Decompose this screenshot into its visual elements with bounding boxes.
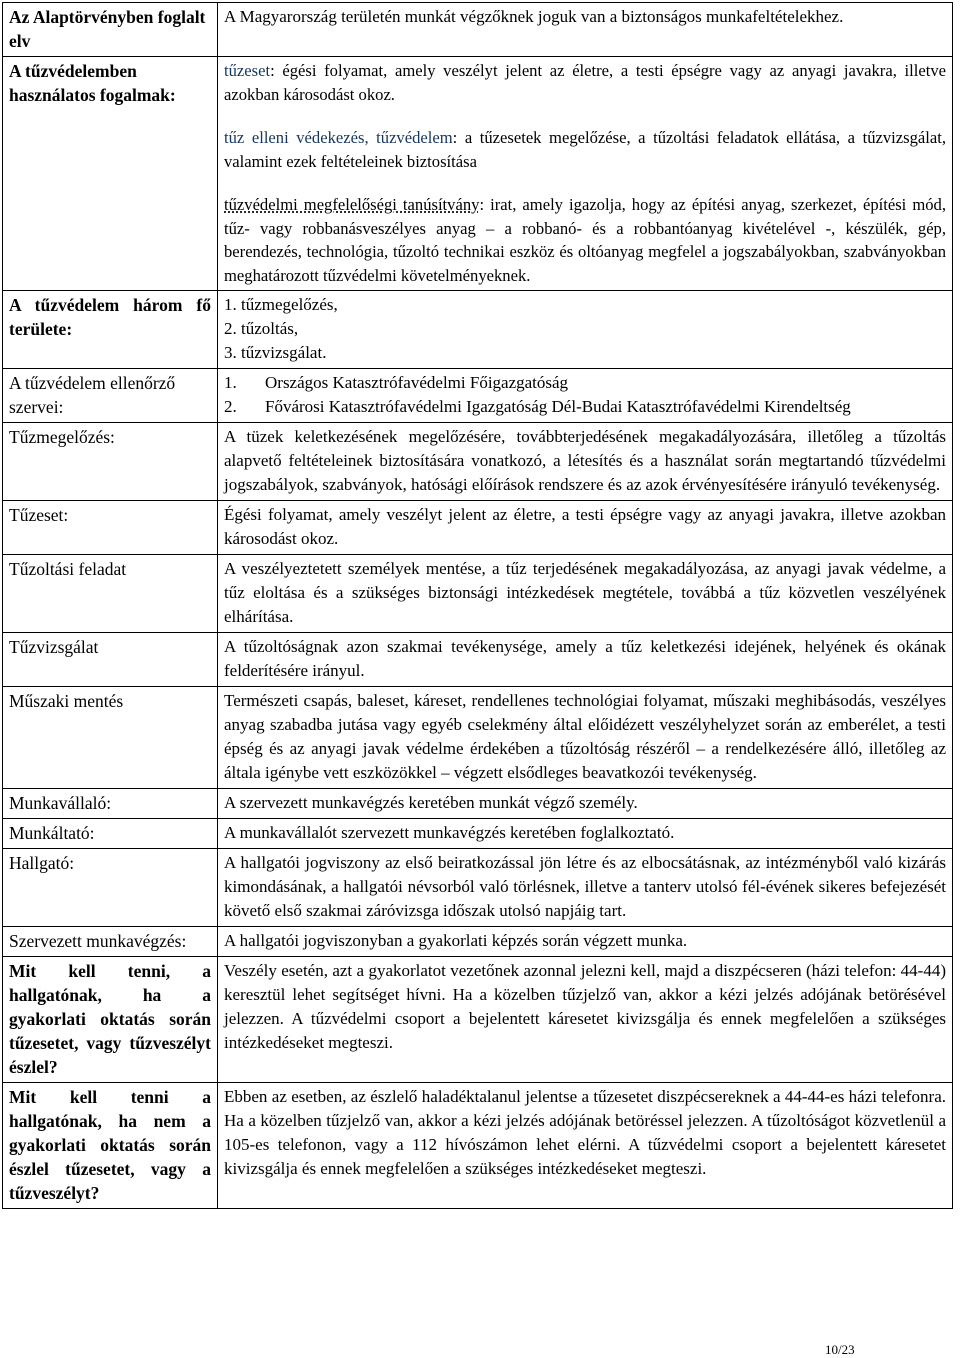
table-row: [3, 789, 953, 819]
text-tuzmegelozes: A tüzek keletkezésének megelőzésére, továbbterjedésének megakadályozására, illetőleg a tűzoltás alapvető feltételeinek biztosítására vonatkozó, a létesítés és a használat során megtartandó tűzvédelmi jogszabályok, szabványok, hatósági előírások rendszere és az azok érvényesítésére irányuló tevékenység.: [218, 423, 953, 501]
label-munkavallalo: Munkavállaló:: [3, 789, 218, 819]
text-tuzeset: Égési folyamat, amely veszélyt jelent az életre, a testi épségre vagy az anyagi javakra, illetve azokban károsodást okoz.: [218, 501, 953, 555]
content-table: [2, 2, 953, 1209]
table-row: [3, 819, 953, 849]
label-muszaki-mentes: Műszaki mentés: [3, 687, 218, 789]
definition-tanusitvany: [224, 193, 946, 287]
page-number: 10/23: [825, 1342, 855, 1357]
list-item: 2. Fővárosi Katasztrófavédelmi Igazgatóság Dél-Budai Katasztrófavédelmi Kirendeltség: [224, 397, 851, 416]
label-tuzeset: Tűzeset:: [3, 501, 218, 555]
term-tanusitvany: tűzvédelmi megfelelőségi tanúsítvány: [224, 195, 480, 214]
table-row: [3, 633, 953, 687]
term-tuzvedelem: tűz elleni védekezés, tűzvédelem: [224, 128, 453, 147]
list-szervek: [218, 369, 953, 423]
def-tuzeset: : égési folyamat, amely veszélyt jelent az életre, a testi épségre vagy az anyagi javakra, illetve azokban károsodást okoz.: [224, 61, 946, 104]
text-munkavallalo: A szervezett munkavégzés keretében munkát végző személy.: [218, 789, 953, 819]
text-szervezett: A hallgatói jogviszonyban a gyakorlati képzés során végzett munka.: [218, 927, 953, 957]
label-munkaltato: Munkáltató:: [3, 819, 218, 849]
table-row: [3, 957, 953, 1083]
table-row: [3, 291, 953, 369]
label-tuzoltasi-feladat: Tűzoltási feladat: [3, 555, 218, 633]
label-kerdes1: Mit kell tenni, a hallgatónak, ha a gyakorlati oktatás során tűzesetet, vagy tűzveszélyt észlel?: [3, 957, 218, 1083]
text-kerdes1: Veszély esetén, azt a gyakorlatot vezetőnek azonnal jelezni kell, majd a diszpécseren (házi telefon: 44-44) keresztül lehet segítséget hívni. Ha a közelben tűzjelző van, akkor a kézi jelzés adójának betörésével jelezzen. A tűzvédelmi csoport a bejelentett káresetet kivizsgálja és ennek megfelelően a szükséges intézkedéseket megteszi.: [218, 957, 953, 1083]
text-munkaltato: A munkavállalót szervezett munkavégzés keretében foglalkoztató.: [218, 819, 953, 849]
list-item: 1. Országos Katasztrófavédelmi Főigazgatóság: [224, 373, 569, 392]
list-item: 1. tűzmegelőzés,: [224, 295, 338, 314]
list-item: 2. tűzoltás,: [224, 319, 299, 338]
label-szervek: A tűzvédelem ellenőrző szervei:: [3, 369, 218, 423]
table-row: [3, 849, 953, 927]
table-row: [3, 555, 953, 633]
list-item: 3. tűzvizsgálat.: [224, 343, 327, 362]
table-row: [3, 927, 953, 957]
table-row: [3, 57, 953, 291]
term-tuzeset: tűzeset: [224, 61, 271, 80]
text-alaptorveny: A Magyarország területén munkát végzőknek joguk van a biztonságos munkafeltételekhez.: [218, 3, 953, 57]
text-hallgato: A hallgatói jogviszony az első beiratkozással jön létre és az elbocsátásnak, az intézményből való kizárás kimondásának, a hallgatói névsorból való törlésnek, illetve a tanterv utolsó fél-évének sikeres befejezését követő első szakmai záróvizsga időszak utolsó napjáig tart.: [218, 849, 953, 927]
table-row: [3, 687, 953, 789]
text-tuzoltasi-feladat: A veszélyeztetett személyek mentése, a tűz terjedésének megakadályozása, az anyagi javak védelme, a tűz eloltása és a szükséges biztonsági intézkedések megtétele, továbbá a tűz közvetlen veszélyének elhárítása.: [218, 555, 953, 633]
table-row: [3, 1083, 953, 1209]
label-szervezett: Szervezett munkavégzés:: [3, 927, 218, 957]
label-hallgato: Hallgató:: [3, 849, 218, 927]
definition-tuzeset: [224, 59, 946, 106]
table-row: [3, 423, 953, 501]
label-fogalmak: A tűzvédelemben használatos fogalmak:: [3, 57, 218, 291]
table-row: [3, 369, 953, 423]
label-alaptorveny: Az Alaptörvényben foglalt elv: [3, 3, 218, 57]
label-kerdes2: Mit kell tenni a hallgatónak, ha nem a gyakorlati oktatás során észlel tűzesetet, vagy a tűzveszélyt?: [3, 1083, 218, 1209]
text-tuzvizsgalat: A tűzoltóságnak azon szakmai tevékenysége, amely a tűz keletkezési idejének, helyének és okának felderítésére irányul.: [218, 633, 953, 687]
def-tuzvedelem: : a tűzesetek megelőzése, a tűzoltási feladatok ellátása, a tűzvizsgálat, valamint ezek feltételeinek biztosítása: [224, 128, 946, 171]
def-tanusitvany: : irat, amely igazolja, hogy az építési anyag, szerkezet, építési mód, tűz- vagy robbanásveszélyes anyag – a robbanó- és a robbantóanyag kivételével -, készülék, gép, berendezés, technológia, tűzoltó technikai eszköz és oltóanyag megfelel a jogszabályokban, szabványokban meghatározott tűzvédelmi követelményeknek.: [224, 195, 946, 285]
label-tuzvizsgalat: Tűzvizsgálat: [3, 633, 218, 687]
table-row: [3, 3, 953, 57]
text-muszaki-mentes: Természeti csapás, baleset, káreset, rendellenes technológiai folyamat, műszaki meghibásodás, veszélyes anyag szabadba jutása vagy egyéb cselekmény által előidézett veszélyhelyzet során az emberélet, a testi épség és az anyagi javak védelme érdekében a tűzoltóság részéről – a rendelkezésére álló, illetőleg az általa igénybe vett eszközökkel – végzett elsődleges beavatkozói tevékenység.: [218, 687, 953, 789]
list-teruletek: [218, 291, 953, 369]
text-kerdes2: Ebben az esetben, az észlelő haladéktalanul jelentse a tűzesetet diszpécsereknek a 44-44-es házi telefonra. Ha a közelben tűzjelző van, akkor a kézi jelzés adójának betöréssel jelezzen. A tűzoltóságot közvetlenül a 105-es telefonon, vagy a 112 hívószámon lehet elérni. A tűzvédelmi csoport a bejelentett káresetet kivizsgálja és ennek megfelelően a szükséges intézkedéseket megteszi.: [218, 1083, 953, 1209]
label-teruletek: A tűzvédelem három fő területe:: [3, 291, 218, 369]
definition-tuzvedelem: [224, 126, 946, 173]
label-tuzmegelozes: Tűzmegelőzés:: [3, 423, 218, 501]
definitions-cell: [218, 57, 953, 291]
table-row: [3, 501, 953, 555]
